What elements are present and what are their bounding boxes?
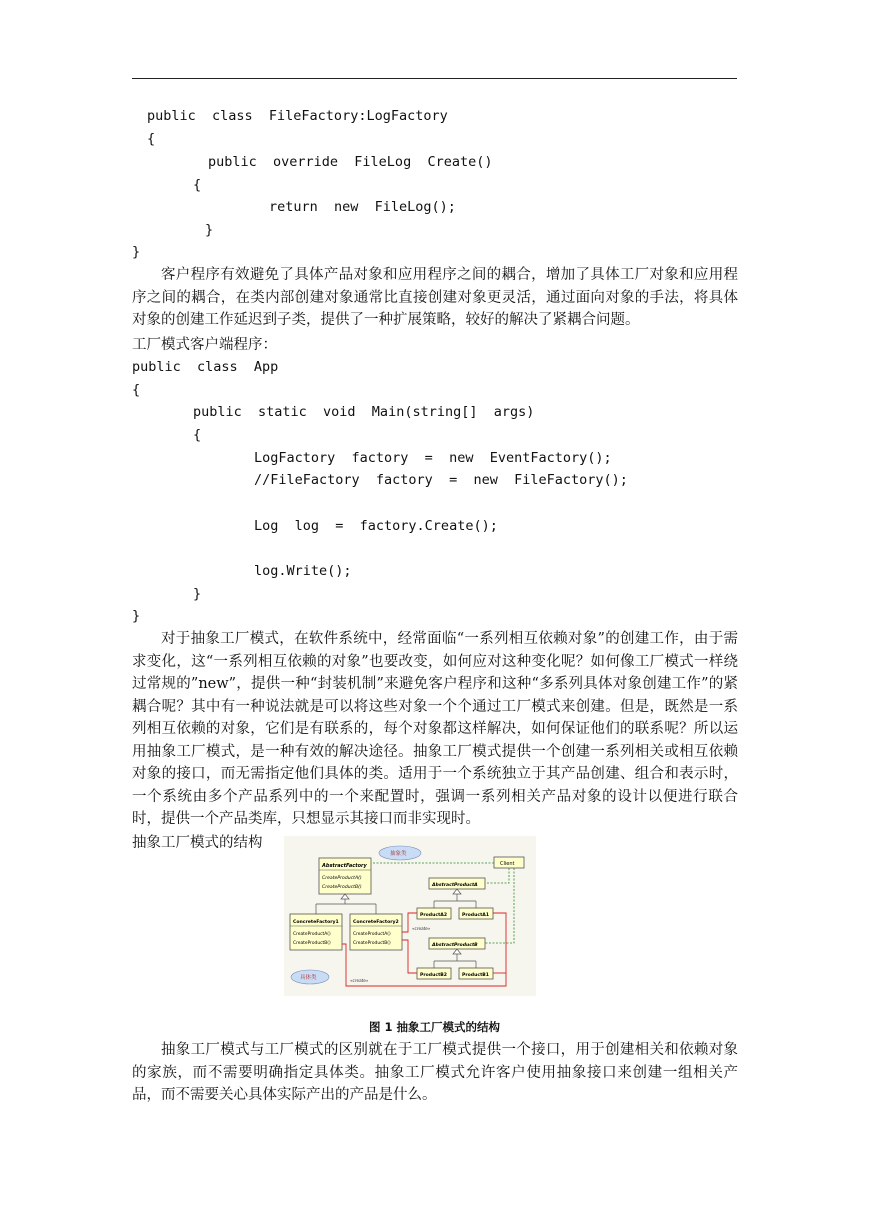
abstract-product-a-class (429, 878, 485, 889)
concrete-cloud-label: 具体类 (300, 975, 317, 981)
class-name: ProductA1 (462, 913, 490, 918)
code-line: } (205, 222, 214, 238)
class-name: ConcreteFactory1 (293, 920, 339, 925)
client-class (494, 857, 524, 868)
abstract-cloud-label: 抽象类 (390, 851, 407, 857)
code-line: } (132, 608, 141, 624)
method-label: CreateProductB() (322, 885, 362, 890)
code-line: public class FileFactory:LogFactory (147, 108, 448, 124)
method-label: CreateProductA() (353, 932, 391, 937)
class-name: AbstractProductA (432, 883, 478, 888)
code-line: { (193, 177, 202, 193)
code-line: public class App (132, 359, 279, 375)
code-line: return new FileLog(); (269, 199, 456, 215)
abstract-factory-uml-diagram (284, 836, 536, 996)
create-label: «create» (350, 978, 369, 983)
section-heading: 工厂模式客户端程序： (132, 337, 277, 353)
class-name: AbstractProductB (432, 943, 478, 948)
method-label: CreateProductA() (322, 876, 362, 881)
class-name: ConcreteFactory2 (353, 920, 399, 925)
concrete-factory-1-class (290, 914, 342, 950)
class-name: ProductB2 (420, 973, 447, 978)
code-line: { (132, 382, 141, 398)
code-line: public override FileLog Create() (208, 154, 493, 170)
paragraph: 客户程序有效避免了具体产品对象和应用程序之间的耦合，增加了具体工厂对象和应用程序之间的耦合，在类内部创建对象通常比直接创建对象更灵活，通过面向对象的手法，将具体对象的创建工作延迟到子类，提供了一种扩展策略，较好的解决了紧耦合问题。 (132, 267, 738, 328)
code-line: } (132, 244, 141, 260)
code-line: { (147, 131, 156, 147)
code-line: LogFactory factory = new EventFactory(); (254, 450, 612, 466)
section-heading: 抽象工厂模式的结构 (132, 835, 263, 851)
code-line: log.Write(); (254, 563, 352, 579)
client-name: Client (500, 861, 515, 867)
method-label: CreateProductB() (353, 941, 391, 946)
method-label: CreateProductB() (293, 941, 331, 946)
code-line: { (193, 427, 202, 443)
code-line: //FileFactory factory = new FileFactory(); (254, 472, 628, 488)
class-name: ProductA2 (420, 913, 448, 918)
create-label: «create» (412, 926, 431, 931)
method-label: CreateProductA() (293, 932, 331, 937)
abstract-product-b-class (429, 938, 485, 949)
abstract-factory-class (319, 858, 371, 894)
abstract-factory-name: AbstractFactory (322, 863, 367, 869)
paragraph: 抽象工厂模式与工厂模式的区别就在于工厂模式提供一个接口，用于创建相关和依赖对象的家族，而不需要明确指定具体类。抽象工厂模式允许客户使用抽象接口来创建一组相关产品，而不需要关心具体实际产出的产品是什么。 (132, 1042, 738, 1103)
figure-caption: 图 1 抽象工厂模式的结构 (368, 1020, 500, 1034)
header-rule (132, 78, 737, 79)
paragraph: 对于抽象工厂模式，在软件系统中，经常面临“一系列相互依赖对象”的创建工作，由于需求变化，这“一系列相互依赖的对象”也要改变，如何应对这种变化呢？如何像工厂模式一样绕过常规的”new”，提供一种“封装机制”来避免客户程序和这种“多系列具体对象创建工作”的紧耦合呢？其中有一种说法就是可以将这些对象一个个通过工厂模式来创建。但是，既然是一系列相互依赖的对象，它们是有联系的，每个对象都这样解决，如何保证他们的联系呢？所以运用抽象工厂模式，是一种有效的解决途径。抽象工厂模式提供一个创建一系列相关或相互依赖对象的接口，而无需指定他们具体的类。适用于一个系统独立于其产品创建、组合和表示时，一个系统由多个产品系列中的一个来配置时，强调一系列相关产品对象的设计以便进行联合时，提供一个产品类库，只想显示其接口而非实现时。 (132, 631, 738, 827)
code-line: Log log = factory.Create(); (254, 518, 498, 534)
class-name: ProductB1 (462, 973, 489, 978)
code-line: } (193, 586, 202, 602)
concrete-factory-2-class (350, 914, 402, 950)
code-line: public static void Main(string[] args) (193, 404, 535, 420)
